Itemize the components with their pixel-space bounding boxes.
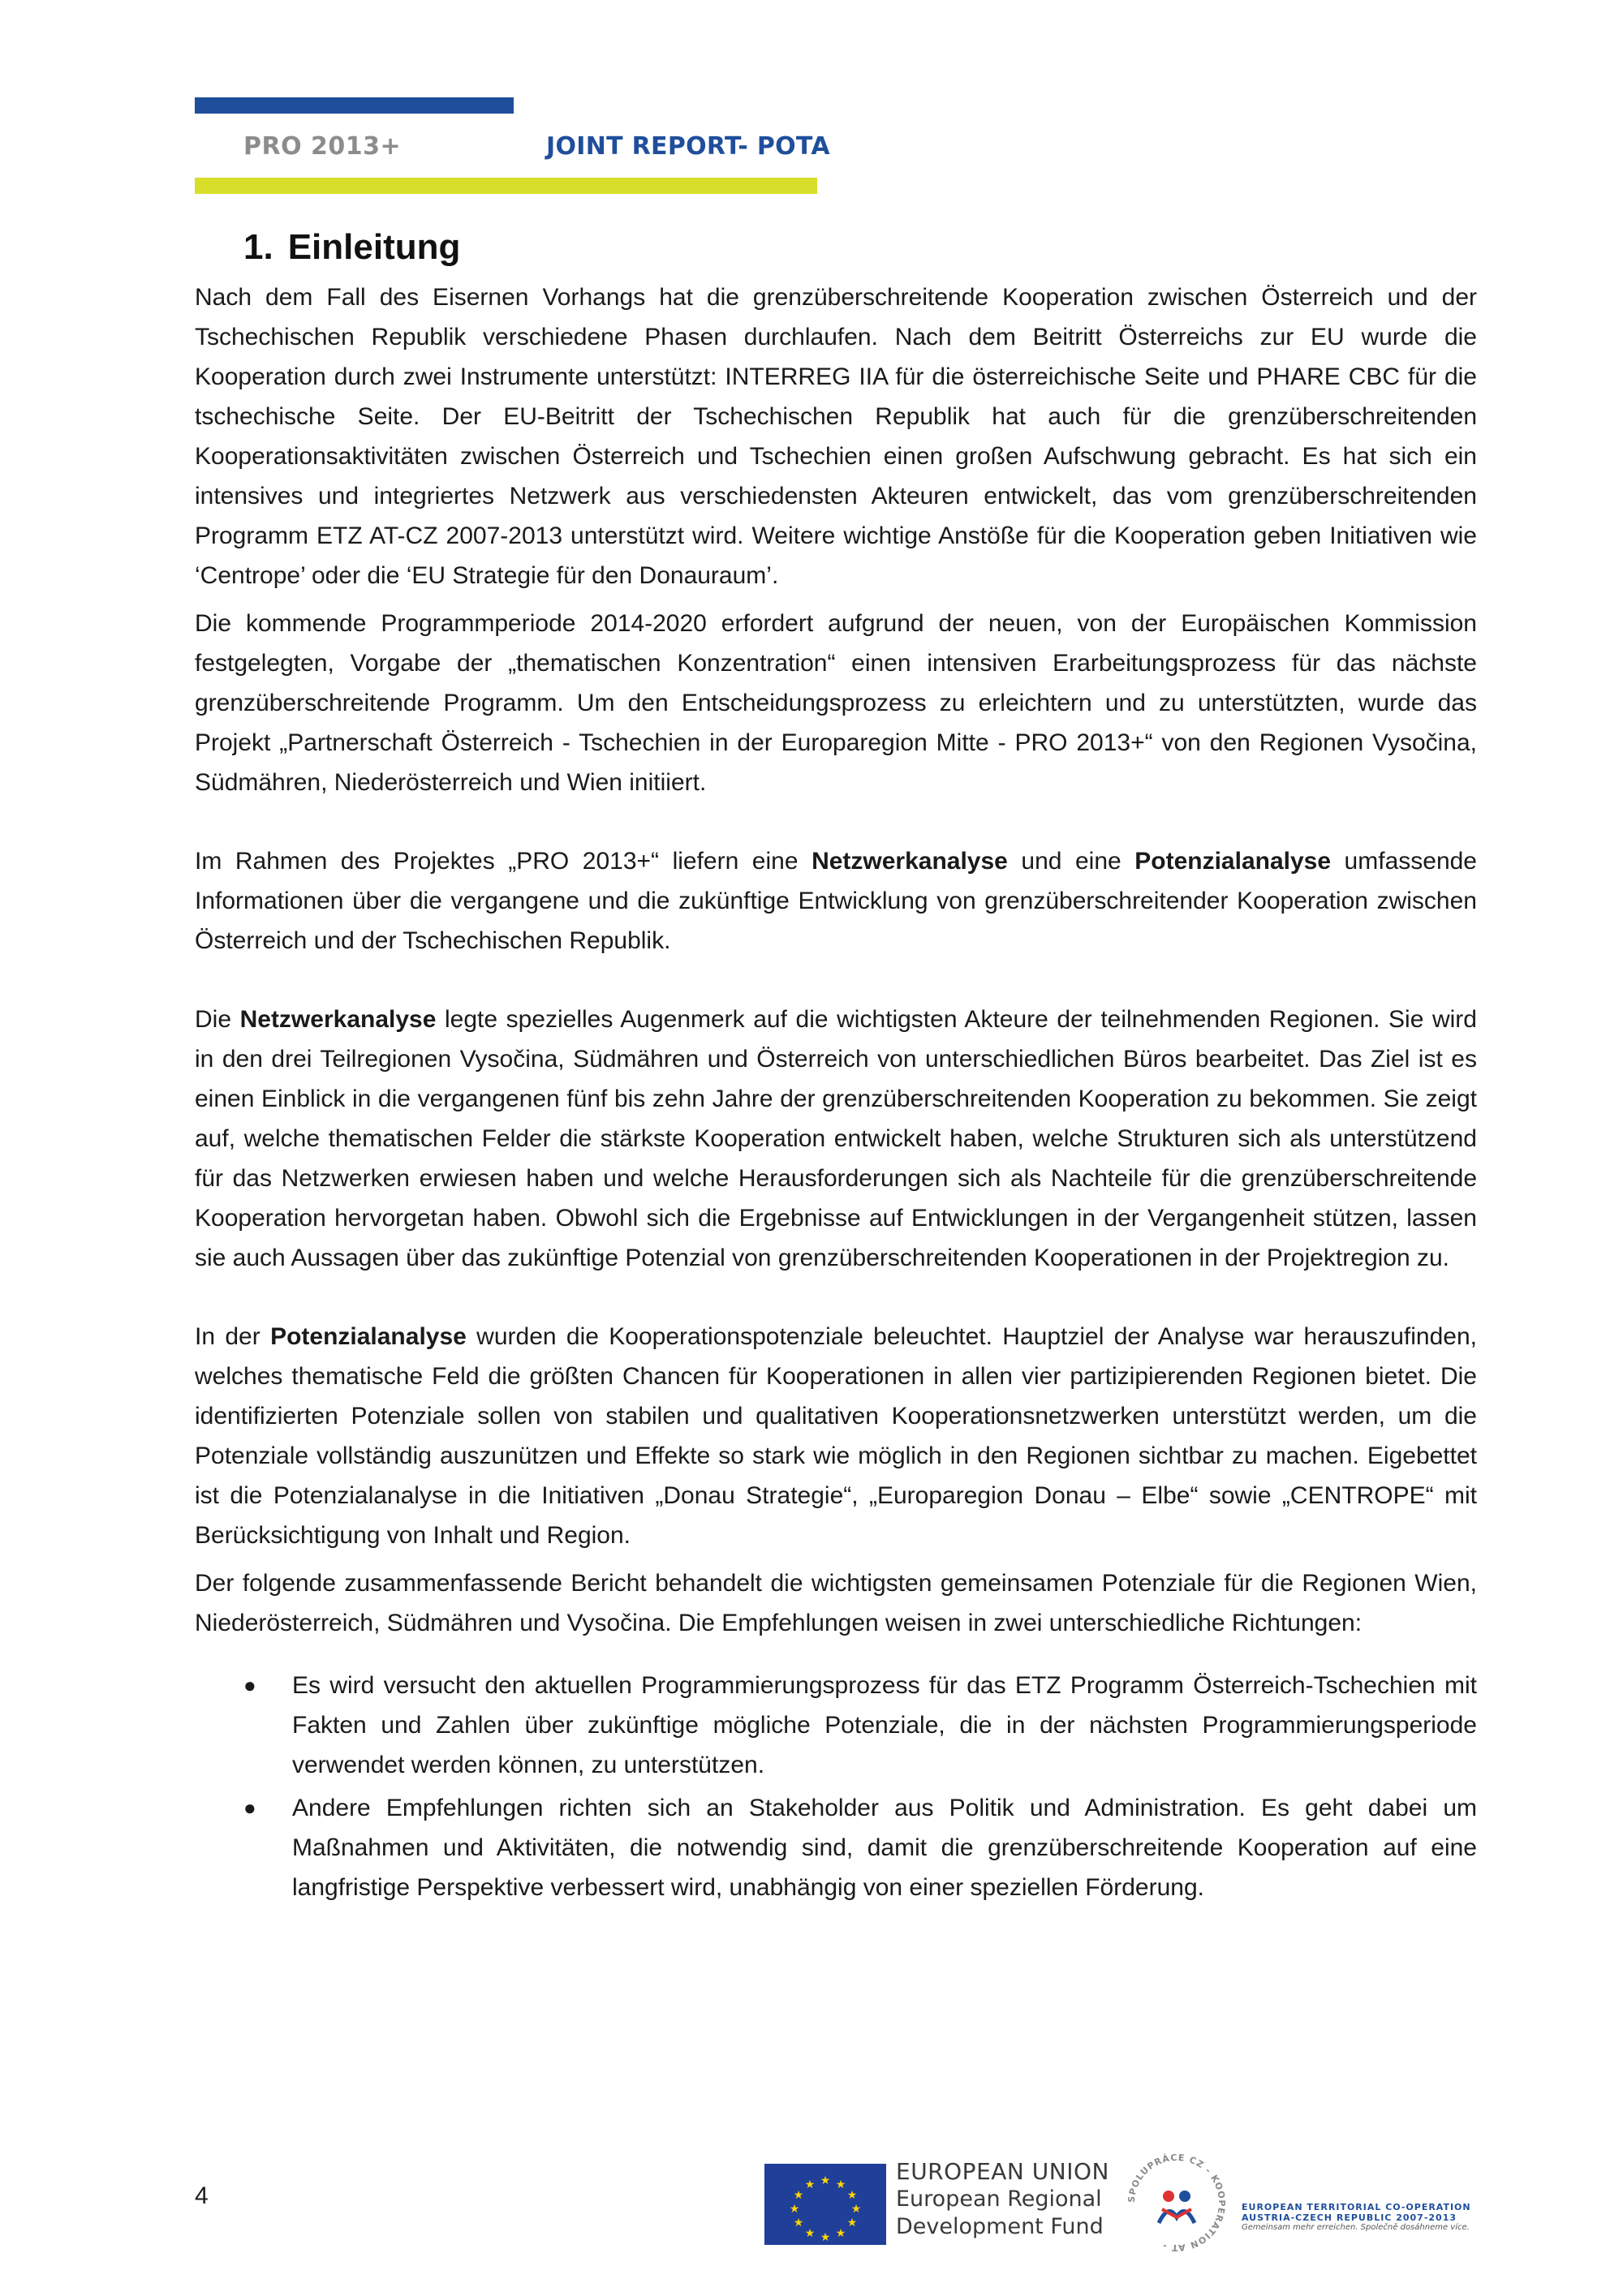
section-heading [243, 227, 1477, 268]
paragraph-1: Nach dem Fall des Eisernen Vorhangs hat die grenzüberschreitende Kooperation zwischen Österreich und der Tschechischen Republik verschiedene Phasen durchlaufen. Nach dem Beitritt Österreichs zur EU wurde die Kooperation durch zwei Instrumente unterstützt: INTERREG IIA für die österreichische Seite und PHARE CBC für die tschechische Seite. Der EU-Beitritt der Tschechischen Republik hat auch für die grenzüberschreitenden Kooperationsaktivitäten zwischen Österreich und Tschechien einen großen Aufschwung gebracht. Es hat sich ein intensives und integriertes Netzwerk aus verschiedensten Akteuren entwickelt, das vom grenzüberschreitenden Programm ETZ AT-CZ 2007-2013 unterstützt wird. Weitere wichtige Anstöße für die Kooperation geben Initiativen wie ‘Centrope’ oder die ‘EU Strategie für den Donauraum’. [195, 284, 1477, 589]
bold-term: Netzwerkanalyse [239, 1006, 437, 1033]
text-span: wurden die Kooperationspotenziale beleuchtet. Hauptziel der Analyse war herauszufinden, welches thematische Feld die größten Chancen für Kooperationen in allen vier partizipierenden Regionen bietet. Die identifizierten Potenziale sollen von stabilen und qualitativen Kooperationsnetzwerken unterstützt werden, um die Potenziale vollständig auszunützen und Effekte so stark wie möglich in den Regionen sichtbar zu machen. Eigebettet ist die Potenzialanalyse in die Initiativen „Donau Strategie“, „Europaregion Donau – Elbe“ sowie „CENTROPE“ mit Berücksichtigung von Inhalt und Region. [195, 1323, 1477, 1549]
etc-line-2: AUSTRIA-CZECH REPUBLIC 2007-2013 [1242, 2212, 1457, 2223]
etc-line-3: Gemeinsam mehr erreichen. Společně dosáhneme více. [1242, 2223, 1470, 2232]
header-report-title: JOINT REPORT- POTA [546, 132, 830, 161]
paragraph-6: Der folgende zusammenfassende Bericht behandelt die wichtigsten gemeinsamen Potenziale für die Regionen Wien, Niederösterreich, Südmähren und Vysočina. Die Empfehlungen weisen in zwei unterschiedliche Richtungen: [195, 1570, 1477, 1636]
svg-text:★: ★ [804, 2227, 816, 2240]
bullet-icon: ● [243, 1673, 256, 1697]
list-item-text: Es wird versucht den aktuellen Programmierungsprozess für das ETZ Programm Österreich-Tschechien mit Fakten und Zahlen über zukünftige mögliche Potenziale, die in der nächsten Programmierungsperiode verwendet werden können, zu unterstützen. [292, 1672, 1477, 1778]
svg-text:★: ★ [820, 2231, 831, 2244]
header-bar-blue [195, 97, 514, 114]
eu-flag-icon [764, 2164, 886, 2245]
eu-fund-label [896, 2158, 1109, 2241]
text-span: umfassende Informationen über die vergangene und die zukünftige Entwicklung von grenzüberschreitender Kooperation zwischen Österreich und der Tschechischen Republik. [195, 848, 1477, 954]
list-item [243, 1666, 1477, 1785]
eu-line-1: EUROPEAN UNION [896, 2158, 1109, 2185]
page-number: 4 [195, 2182, 209, 2209]
svg-text:SPOLUPRÁCE CZ - KOOPERATION AT [1126, 2152, 1227, 2253]
eu-line-3: Development Fund [896, 2214, 1104, 2239]
text-span: legte spezielles Augenmerk auf die wichtigsten Akteure der teilnehmenden Regionen. Sie wird in den drei Teilregionen Vysočina, Südmähren und Österreich von unterschiedlichen Büros bearbeitet. Das Ziel ist es einen Einblick in die vergangenen fünf bis zehn Jahre der grenzüberschreitenden Kooperation zu bekommen. Sie zeigt auf, welche thematischen Felder die stärkste Kooperation entwickelt haben, welche Strukturen sich als unterstützend für das Netzwerken erwiesen haben und welche Herausforderungen sich als Nachteile für die grenzüberschreitende Kooperation hervorgetan haben. Obwohl sich die Ergebnisse auf Entwicklungen in der Vergangenheit stützen, lassen sie auch Aussagen über das zukünftige Potenzial von grenzüberschreitenden Kooperationen in der Projektregion zu. [195, 1006, 1477, 1271]
section-title: Einleitung [287, 227, 461, 267]
text-span: Im Rahmen des Projektes „PRO 2013+“ liefern eine [195, 848, 812, 875]
svg-text:★: ★ [835, 2227, 846, 2240]
paragraph-4 [195, 1000, 1477, 1278]
svg-text:★: ★ [820, 2174, 831, 2187]
bullet-icon: ● [243, 1795, 256, 1820]
header-project-name: PRO 2013+ [243, 132, 402, 161]
paragraph-2: Die kommende Programmperiode 2014-2020 erfordert aufgrund der neuen, von der Europäischen Kommission festgelegten, Vorgabe der „thematischen Konzentration“ einen intensiven Erarbeitungsprozess für das nächste grenzüberschreitende Programm. Um den Entscheidungsprozess zu erleichtern und zu unterstützten, wurde das Projekt „Partnerschaft Österreich - Tschechien in der Europaregion Mitte - PRO 2013+“ von den Regionen Vysočina, Südmähren, Niederösterreich und Wien initiiert. [195, 610, 1477, 796]
eu-line-2: European Regional [896, 2186, 1102, 2212]
recommendation-list [195, 1666, 1477, 1907]
cooperation-logo-icon [1120, 2146, 1233, 2259]
text-span: In der [195, 1323, 271, 1350]
svg-text:★: ★ [804, 2178, 816, 2191]
bold-term: Potenzialanalyse [270, 1323, 467, 1350]
list-item [243, 1788, 1477, 1907]
svg-text:★: ★ [835, 2178, 846, 2191]
svg-text:★: ★ [846, 2189, 858, 2202]
logo-ring-text: SPOLUPRÁCE CZ - KOOPERATION AT - [1126, 2152, 1228, 2254]
bold-term: Netzwerkanalyse [812, 848, 1008, 875]
svg-text:★: ★ [793, 2216, 804, 2229]
bold-term: Potenzialanalyse [1134, 848, 1332, 875]
etc-line-1: EUROPEAN TERRITORIAL CO-OPERATION [1242, 2202, 1471, 2212]
list-item-text: Andere Empfehlungen richten sich an Stakeholder aus Politik und Administration. Es geht dabei um Maßnahmen und Aktivitäten, die notwendig sind, damit die grenzüberschreitende Kooperation auf eine langfristige Perspektive verbessert wird, unabhängig von einer speziellen Förderung. [292, 1795, 1477, 1901]
document-body [195, 227, 1477, 1911]
text-span: und eine [1007, 848, 1135, 875]
svg-text:★: ★ [789, 2203, 800, 2216]
paragraph-3 [195, 841, 1477, 961]
header-bar-lime [195, 178, 817, 194]
paragraph-5 [195, 1317, 1477, 1555]
svg-text:★: ★ [793, 2189, 804, 2202]
svg-text:★: ★ [850, 2203, 862, 2216]
svg-text:★: ★ [846, 2216, 858, 2229]
text-span: Die [195, 1006, 240, 1033]
cooperation-program-label [1242, 2202, 1471, 2232]
section-number: 1. [243, 227, 273, 267]
